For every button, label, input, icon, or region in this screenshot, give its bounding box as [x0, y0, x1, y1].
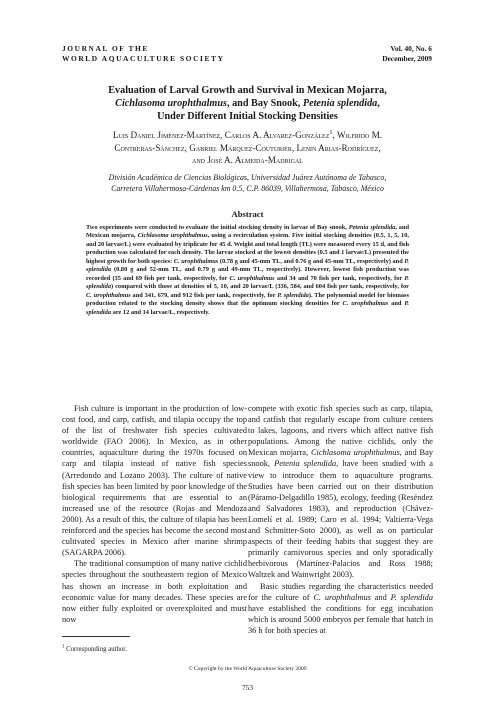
author-list	[62, 129, 433, 167]
body-fragment: have established the conditions for egg incubation which is around 5000 embryos per female that hatch in 36 h for both species at	[248, 603, 433, 635]
volume-label: Vol. 40, No. 6	[390, 44, 432, 53]
issue-date: December, 2009	[382, 54, 432, 63]
article-title	[62, 84, 433, 124]
authors-line3: and José A. Almeida-Madrigal	[192, 155, 303, 166]
author-names: , Wilfrido M.	[332, 130, 383, 140]
affiliation-line2: Carretera Villahermosa-Cárdenas km 0.5, C.P. 86039, Villahermosa, Tabasco, México	[111, 184, 384, 193]
body-column-right	[248, 403, 433, 636]
abstract-fragment: (0.80 g and 52-mm TL, and 0.79 g and 49-mm TL, respectively). However, lowest fish production was recorded (35 and 69 fish per tank, respectively, for	[86, 266, 409, 282]
abstract-fragment: Two experiments were conducted to evaluate the initial stocking density in larvae of Bay snook,	[86, 224, 349, 231]
abstract-fragment: and 341, 679, and 912 fish per tank, respectively, for	[130, 291, 278, 299]
species-name: P. splendida	[277, 291, 309, 299]
species-name: Petenia splendida	[274, 459, 337, 469]
abstract-fragment: , using a recirculation system. Five initial stocking densities (0.5, 1, 5, 10, and 20 larvae/L) were evaluated by triplicate for 45 d. Weight and total length (TL) were measured every 15 d, and fish production was calculated for each density. The larvae stocked at the lowest densities (0.5 and 1 larvae/L) presented the highest growth for both species:	[86, 232, 409, 265]
footnote-text: Corresponding author.	[64, 646, 127, 653]
author-footnote-mark: 1	[329, 128, 333, 136]
species-name: Petenia splendida	[302, 98, 378, 110]
title-text: ,	[377, 98, 380, 110]
abstract-fragment: (0.78 g and 45-mm TL, and 0.76 g and 45-mm TL, respectively) and	[218, 257, 405, 265]
abstract-fragment: , and Mexican mojarra,	[86, 224, 410, 240]
abstract-fragment: and 34 and 70 fish per tank, respectively, for	[274, 274, 405, 282]
species-name: Cichlasoma urophthalmus	[310, 448, 400, 458]
affiliation	[62, 172, 433, 194]
body-paragraph: Fish culture is important in the production of low-cost food, and carp, catfish, and tilapia occupy the top of the list of freshwater fish species cultivated worldwide (FAO 2006). In Mexico, as in other countries, aquaculture during the 1970s focused on carp and tilapia instead of native fish species (Arredondo and Lozano 2003). The culture of native fish species has been limited by poor knowledge of the biological requirements that are essential to an increased use of the resource (Rojas and Mendoza 2000). As a result of this, the culture of tilapia has been reinforced and the species has become the second most cultivated species in Mexico after marine shrimp (SAGARPA 2006).	[62, 404, 247, 558]
abstract-text	[86, 224, 409, 317]
journal-name	[62, 44, 225, 64]
body-paragraph: The traditional consumption of many native cichlid species throughout the southeastern region of Mexico has shown an increase in both exploitation and economic value for many decades. These species are now either fully exploited or overexploited and must now	[62, 559, 247, 624]
species-name: C. urophthalmus	[342, 300, 389, 308]
abstract-fragment: and	[388, 300, 405, 308]
species-name: P. splendida	[86, 257, 409, 274]
copyright-notice: © Copyright by the World Aquaculture Society 2009	[188, 666, 307, 672]
issue-info	[382, 44, 432, 64]
title-text: , and Bay Snook,	[226, 98, 303, 110]
species-name: C. urophthalmus	[229, 274, 275, 282]
journal-name-line1: JOURNAL OF THE	[62, 44, 149, 53]
title-line2	[62, 97, 433, 110]
abstract-fragment: ) compared with those at densities of 5, 10, and 20 larvae/L (336, 584, and 604 fish per tank, respectively, for	[111, 283, 409, 291]
species-name: Cichlasoma urophthalmus	[137, 232, 208, 240]
authors-line1	[62, 129, 433, 142]
affiliation-line1: División Académica de Ciencias Biológicas, Universidad Juárez Autónoma de Tabasco,	[108, 173, 387, 182]
species-name: P. splendida	[86, 300, 409, 316]
footnote-divider	[62, 636, 130, 637]
abstract-fragment: are 12 and 14 larvae/L, respectively.	[111, 308, 210, 316]
body-fragment: compete with exotic fish species such as carp, tilapia, and catfish that regularly escape from culture centers to lakes, lagoons, and rivers which affect native fish populations. Among the native cichlids, only the Mexican mojarra,	[248, 404, 433, 458]
abstract-fragment: ). The polynomial model for biomass production related to the stocking density shows that the optimum stocking densities for	[86, 291, 409, 308]
species-name: C. urophthalmus	[173, 257, 219, 265]
body-fragment: and	[370, 592, 391, 602]
body-fragment: , and Bay snook,	[248, 448, 433, 469]
species-name: Petenia splendida	[348, 224, 396, 231]
page-number: 753	[241, 683, 254, 692]
journal-name-line2: WORLD AQUACULTURE SOCIETY	[62, 54, 225, 63]
footnote-mark: 1	[62, 644, 65, 650]
body-column-left	[62, 403, 247, 625]
species-name: C. urophthalmus	[86, 291, 131, 299]
authors-line2: Contreras-Sánchez, Gabriel Márquez-Couturier, Lenin Arias-Rodríguez,	[114, 142, 381, 153]
author-names: Luis Daniel Jiménez-Martínez, Carlos A. Alvarez-González	[112, 130, 330, 140]
body-paragraph	[248, 581, 433, 636]
footnote	[62, 646, 127, 653]
abstract-heading: Abstract	[231, 209, 264, 219]
species-name: P. splendida	[390, 592, 433, 602]
species-name: Cichlasoma urophthalmus	[115, 98, 227, 110]
body-paragraph	[248, 403, 433, 581]
body-fragment: Basic studies regarding the characteristics needed for the culture of	[248, 581, 433, 602]
species-name: P. splendida	[86, 274, 410, 291]
species-name: C. urophthalmus	[313, 592, 371, 602]
title-line3: Under Different Initial Stocking Densities	[157, 111, 338, 123]
title-line1: Evaluation of Larval Growth and Survival in Mexican Mojarra,	[108, 85, 387, 96]
body-fragment: , have been studied with a view to introduce them to aquaculture programs. Studies have been carried out on their distribution (Páramo-Delgadillo 1985), ecology, feeding (Reséndez and Salvadores 1983), and reproduction (Chávez-Lomelí et al. 1989; Caro et al. 1994; Valtierra-Vega and Schmitter-Soto 2000), as well as on particular aspects of their feeding habits that suggest they are primarily carnivorous species and only sporadically herbivorous (Martínez-Palacios and Ross 1988; Waltzek and Wainwright 2003).	[248, 459, 433, 580]
